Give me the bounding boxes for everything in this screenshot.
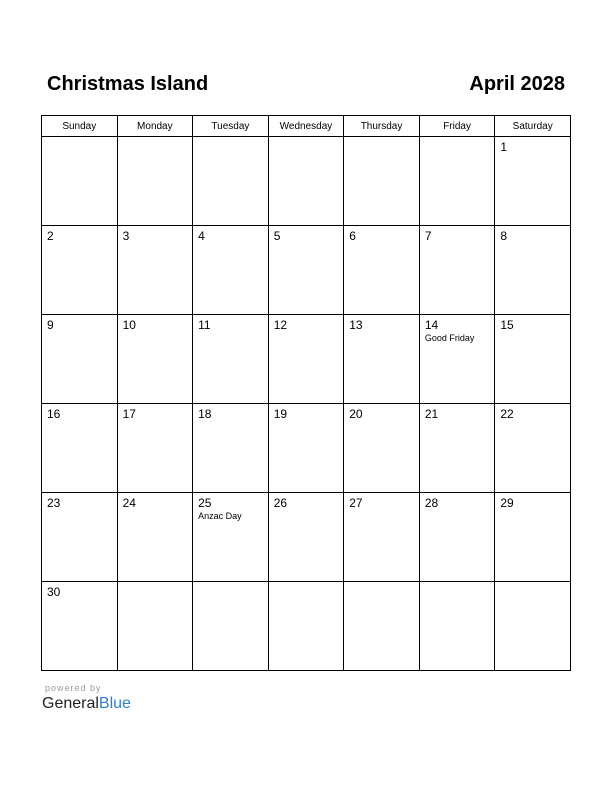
day-cell <box>193 137 269 226</box>
day-number: 25 <box>198 496 212 510</box>
day-cell <box>344 226 420 315</box>
week-row <box>42 404 571 493</box>
day-number: 26 <box>273 496 288 510</box>
day-cell <box>495 582 571 671</box>
weekday-thursday: Thursday <box>344 116 420 137</box>
day-cell <box>268 582 344 671</box>
day-number <box>193 137 268 140</box>
day-number <box>344 137 419 140</box>
day-cell <box>117 226 193 315</box>
day-cell <box>495 137 571 226</box>
day-cell <box>344 493 420 582</box>
week-row <box>42 493 571 582</box>
day-number: 11 <box>198 318 211 332</box>
day-number <box>420 582 495 585</box>
day-number: 9 <box>47 318 54 332</box>
holiday-label: Good Friday <box>424 333 475 343</box>
day-cell <box>344 404 420 493</box>
day-cell-holiday <box>419 315 495 404</box>
day-number: 28 <box>424 496 439 510</box>
day-cell <box>344 315 420 404</box>
day-number: 4 <box>198 229 205 243</box>
day-number: 14 <box>424 318 439 332</box>
day-cell <box>42 493 118 582</box>
weekday-friday: Friday <box>419 116 495 137</box>
region-title: Christmas Island <box>47 73 209 95</box>
weekday-header-row <box>42 116 571 137</box>
day-cell <box>268 137 344 226</box>
day-cell <box>495 404 571 493</box>
brand-general-text: General <box>42 695 99 712</box>
week-row <box>42 137 571 226</box>
day-number <box>193 582 268 585</box>
day-cell <box>117 404 193 493</box>
day-number: 22 <box>500 407 514 421</box>
day-number <box>118 582 193 585</box>
day-number: 30 <box>47 585 61 599</box>
day-cell-holiday <box>193 493 269 582</box>
day-number: 29 <box>500 496 514 510</box>
weekday-monday: Monday <box>117 116 193 137</box>
day-number: 13 <box>349 318 363 332</box>
day-cell <box>495 493 571 582</box>
day-number: 8 <box>500 229 508 243</box>
day-cell <box>117 137 193 226</box>
brand-logo[interactable] <box>42 694 131 714</box>
day-cell <box>42 137 118 226</box>
day-cell <box>42 582 118 671</box>
day-number <box>420 137 495 140</box>
day-number <box>269 137 344 140</box>
day-number: 24 <box>122 496 136 510</box>
day-number <box>42 137 117 140</box>
day-number: 27 <box>349 496 363 510</box>
day-cell <box>419 493 495 582</box>
day-number: 15 <box>500 318 514 332</box>
weekday-tuesday: Tuesday <box>193 116 269 137</box>
day-cell <box>419 226 495 315</box>
week-row <box>42 315 571 404</box>
day-cell <box>344 137 420 226</box>
day-number: 18 <box>198 407 212 421</box>
day-number: 3 <box>122 229 130 243</box>
day-number <box>269 582 344 585</box>
day-number: 2 <box>47 229 54 243</box>
powered-by-text: powered by <box>45 683 102 693</box>
day-number: 16 <box>47 407 61 421</box>
month-year-title: April 2028 <box>469 73 565 95</box>
day-cell <box>344 582 420 671</box>
day-cell <box>193 404 269 493</box>
day-number: 17 <box>122 407 136 421</box>
weekday-wednesday: Wednesday <box>268 116 344 137</box>
day-number <box>118 137 193 140</box>
day-number: 21 <box>424 407 439 421</box>
weekday-sunday: Sunday <box>42 116 118 137</box>
week-row <box>42 582 571 671</box>
day-cell <box>268 315 344 404</box>
day-cell <box>42 226 118 315</box>
holiday-label: Anzac Day <box>198 511 242 521</box>
day-number: 23 <box>47 496 61 510</box>
day-cell <box>42 404 118 493</box>
day-cell <box>117 582 193 671</box>
day-number: 12 <box>273 318 288 332</box>
day-cell <box>268 404 344 493</box>
day-number: 5 <box>273 229 281 243</box>
day-cell <box>419 582 495 671</box>
day-cell <box>193 315 269 404</box>
day-number: 1 <box>500 140 508 154</box>
brand-blue-text: Blue <box>98 695 131 712</box>
weekday-saturday: Saturday <box>495 116 571 137</box>
day-cell <box>193 226 269 315</box>
day-number: 10 <box>122 318 136 332</box>
day-cell <box>268 493 344 582</box>
day-number: 7 <box>424 229 432 243</box>
day-number: 6 <box>349 229 356 243</box>
day-cell <box>419 404 495 493</box>
day-cell <box>268 226 344 315</box>
day-cell <box>419 137 495 226</box>
calendar-grid <box>41 115 571 671</box>
day-number: 19 <box>273 407 288 421</box>
day-cell <box>42 315 118 404</box>
day-number: 20 <box>349 407 363 421</box>
day-cell <box>495 315 571 404</box>
week-row <box>42 226 571 315</box>
day-number <box>495 582 570 585</box>
day-number <box>344 582 419 585</box>
day-cell <box>117 493 193 582</box>
day-cell <box>117 315 193 404</box>
day-cell <box>193 582 269 671</box>
day-cell <box>495 226 571 315</box>
